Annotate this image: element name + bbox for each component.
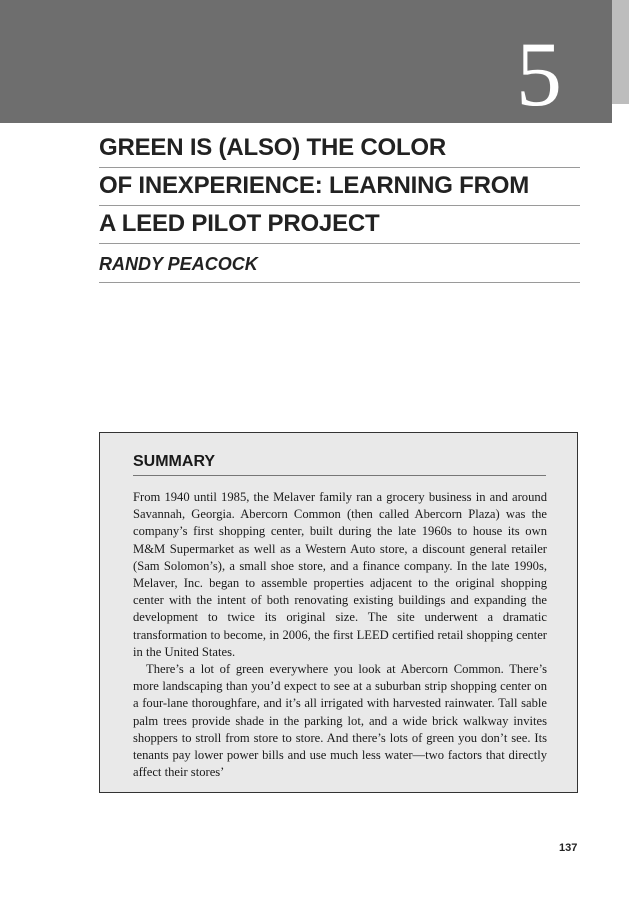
summary-heading: SUMMARY [133,451,546,476]
chapter-author: RANDY PEACOCK [99,246,580,283]
chapter-title-line: GREEN IS (ALSO) THE COLOR [99,130,580,168]
summary-paragraph: From 1940 until 1985, the Melaver family ran a grocery business in and around Savannah, Georgia. Abercorn Common (then called Abercorn Plaza) was the company’s first shopping center, built during the late 1960s to house its own M&M Supermarket as well as a Western Auto store, a discount general retailer (Sam Solomon’s), a small shoe store, and a finance company. In the late 1990s, Melaver, Inc. began to assemble properties adjacent to the original shopping center with the intent of both renovating existing buildings and expanding the development to twice its original size. The site underwent a dramatic transformation to become, in 2006, the first LEED certified retail shopping center in the United States. [133,490,547,659]
summary-paragraph: There’s a lot of green everywhere you look at Abercorn Common. There’s more landscaping than you’d expect to see at a suburban strip shopping center on a four-lane thoroughfare, and it’s all irrigated with harvested rainwater. Tall sable palm trees provide shade in the parking lot, and a wide brick walkway invites shoppers to stroll from store to store. And there’s lots of green you don’t see. Its tenants pay lower power bills and use much less water—two factors that directly affect their stores’ [133,662,547,780]
chapter-title-line: A LEED PILOT PROJECT [99,206,580,244]
chapter-title-block [99,130,580,283]
summary-body [133,489,547,781]
chapter-title-line: OF INEXPERIENCE: LEARNING FROM [99,168,580,206]
chapter-number: 5 [516,23,562,125]
summary-box [99,432,578,793]
chapter-tab-marker [612,0,629,104]
chapter-header-band [0,0,612,123]
page-number: 137 [559,842,578,854]
